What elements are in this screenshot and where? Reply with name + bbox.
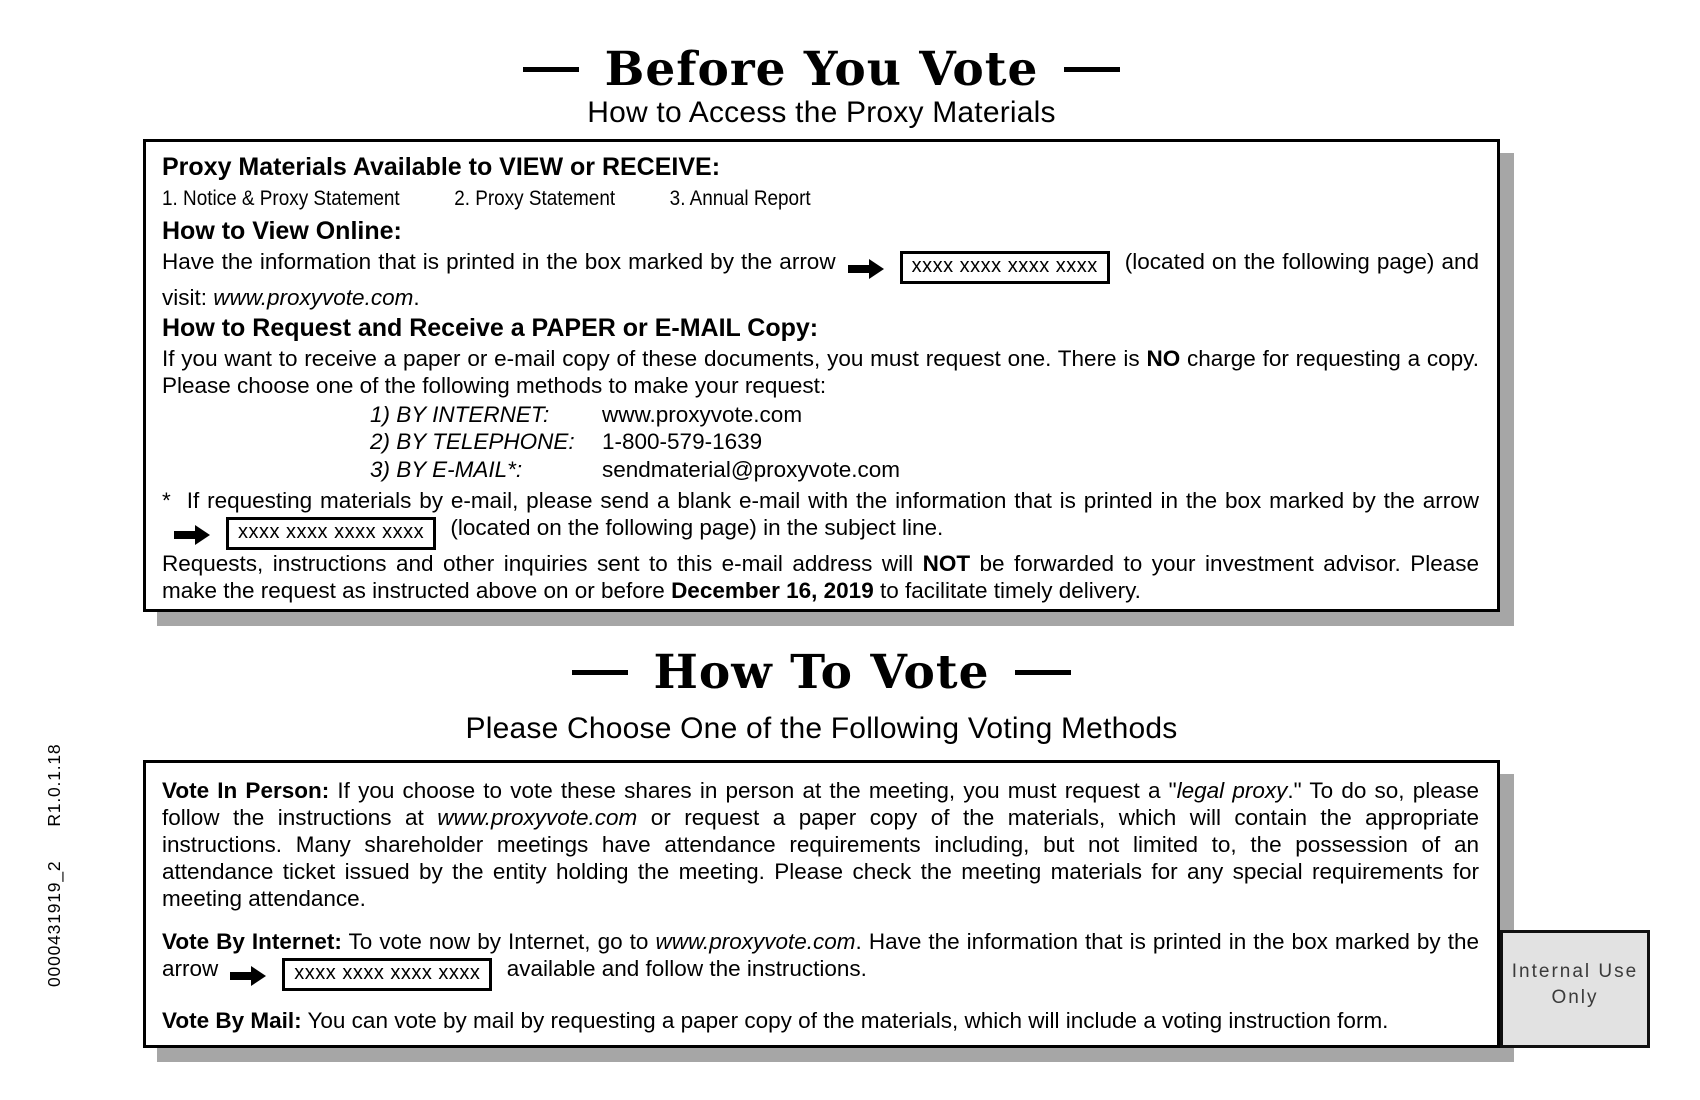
internal-use-box bbox=[1500, 930, 1650, 1048]
vote-by-internet-text-3: available and follow the instructions. bbox=[500, 956, 867, 981]
vote-by-internet-text: To vote now by Internet, go to bbox=[341, 929, 656, 954]
deadline-note-paragraph bbox=[162, 550, 1479, 604]
view-online-text-end: . bbox=[413, 285, 420, 310]
email-note-paragraph bbox=[162, 487, 1479, 550]
request-method-label: 1) BY INTERNET: bbox=[370, 402, 550, 427]
before-you-vote-subtitle: How to Access the Proxy Materials bbox=[587, 96, 1056, 129]
title-dash-right-icon bbox=[1015, 670, 1071, 675]
vote-in-person-paragraph bbox=[162, 777, 1479, 912]
document-code-vertical: 0000431919_2 R1.0.1.18 bbox=[44, 743, 64, 987]
proxyvote-url: www.proxyvote.com bbox=[437, 805, 638, 830]
deadline-text: Requests, instructions and other inquiries sent to this e-mail address will bbox=[162, 551, 923, 577]
request-method-value: sendmaterial@proxyvote.com bbox=[602, 456, 900, 482]
request-methods-list bbox=[370, 401, 1479, 483]
before-you-vote-title-text: Before You Vote bbox=[604, 42, 1039, 97]
email-note-text-2: (located on the following page) in the subject line. bbox=[444, 515, 944, 541]
legal-proxy-emphasis: legal proxy bbox=[1176, 778, 1288, 803]
vote-in-person-text: If you choose to vote these shares in person at the meeting, you must request a " bbox=[329, 778, 1177, 803]
control-number-box: xxxx xxxx xxxx xxxx bbox=[282, 958, 492, 991]
title-dash-right-icon bbox=[1064, 67, 1120, 72]
internal-use-line2: Only bbox=[1551, 986, 1599, 1008]
deadline-text-3: to facilitate timely delivery. bbox=[873, 578, 1141, 604]
deadline-date: December 16, 2019 bbox=[671, 578, 874, 604]
not-emphasis: NOT bbox=[922, 551, 971, 577]
vote-in-person-text-3: or request a paper copy of the materials, which will contain the appropriate instructions. Many shareholder meetings have attendance requirements including, but not limited to, the possession of an attendance ticket issued by the entity holding the meeting. Please check the meeting materials for any special requirements for meeting attendance. bbox=[162, 805, 1479, 911]
no-charge-emphasis: NO bbox=[1146, 346, 1181, 371]
vote-by-mail-text: You can vote by mail by requesting a paper copy of the materials, which will include a voting instruction form. bbox=[301, 1008, 1389, 1033]
materials-list-item: 2. Proxy Statement bbox=[454, 186, 616, 210]
vote-by-mail-paragraph bbox=[162, 1007, 1479, 1034]
request-copy-heading: How to Request and Receive a PAPER or E-MAIL Copy: bbox=[162, 314, 819, 342]
vote-in-person-label: Vote In Person: bbox=[162, 778, 330, 803]
request-method-row bbox=[370, 428, 1479, 455]
request-copy-text-2: charge for requesting a copy. Please choose one of the following methods to make your request: bbox=[162, 346, 1479, 398]
available-materials-heading: Proxy Materials Available to VIEW or RECEIVE: bbox=[162, 153, 721, 181]
view-online-paragraph bbox=[162, 248, 1479, 311]
materials-list bbox=[162, 186, 1321, 211]
request-method-label: 2) BY TELEPHONE: bbox=[370, 429, 575, 455]
control-number-box: xxxx xxxx xxxx xxxx bbox=[900, 251, 1110, 284]
arrow-right-icon bbox=[230, 966, 266, 986]
materials-list-item: 1. Notice & Proxy Statement bbox=[162, 186, 400, 210]
how-to-vote-subtitle: Please Choose One of the Following Voting Methods bbox=[465, 712, 1178, 745]
how-to-vote-title bbox=[143, 645, 1500, 700]
vote-in-person-text-2: ." To do so, please follow the instructions at bbox=[162, 778, 1480, 830]
request-method-value: www.proxyvote.com bbox=[602, 402, 803, 427]
arrow-right-icon bbox=[174, 525, 210, 545]
vote-by-internet-label: Vote By Internet: bbox=[162, 929, 342, 954]
footnote-asterisk: * bbox=[162, 488, 171, 514]
request-method-value: 1-800-579-1639 bbox=[602, 429, 763, 455]
materials-list-item: 3. Annual Report bbox=[669, 186, 811, 210]
before-you-vote-title bbox=[143, 42, 1500, 97]
proxyvote-url: www.proxyvote.com bbox=[655, 929, 856, 954]
view-online-heading: How to View Online: bbox=[162, 217, 402, 245]
internal-use-line1: Internal Use bbox=[1511, 961, 1639, 982]
view-online-text-pre: Have the information that is printed in the box marked by the arrow bbox=[162, 249, 836, 274]
request-method-row bbox=[370, 401, 1479, 428]
vote-by-mail-label: Vote By Mail: bbox=[162, 1008, 302, 1033]
vote-by-internet-text-2: . Have the information that is printed in the box marked by the arrow bbox=[162, 929, 1479, 981]
how-to-vote-title-text: How To Vote bbox=[653, 645, 990, 700]
email-note-text: If requesting materials by e-mail, please send a blank e-mail with the information that is printed in the box marked by the arrow bbox=[186, 488, 1479, 514]
control-number-box: xxxx xxxx xxxx xxxx bbox=[226, 517, 436, 550]
title-dash-left-icon bbox=[572, 670, 628, 675]
deadline-text-2: be forwarded to your investment advisor. Please make the request as instructed above on or before bbox=[162, 551, 1480, 604]
proxyvote-url: www.proxyvote.com bbox=[213, 285, 414, 310]
voting-methods-box bbox=[143, 760, 1500, 1048]
arrow-right-icon bbox=[848, 259, 884, 279]
view-online-text-mid: (located on the following page) and visit: bbox=[162, 249, 1479, 310]
request-method-row bbox=[370, 456, 1479, 483]
request-copy-paragraph bbox=[162, 345, 1479, 399]
proxy-access-box bbox=[143, 139, 1500, 612]
request-method-label: 3) BY E-MAIL*: bbox=[370, 456, 523, 482]
vote-by-internet-paragraph bbox=[162, 928, 1479, 991]
title-dash-left-icon bbox=[523, 67, 579, 72]
request-copy-text: If you want to receive a paper or e-mail copy of these documents, you must request one. There is bbox=[162, 346, 1147, 371]
